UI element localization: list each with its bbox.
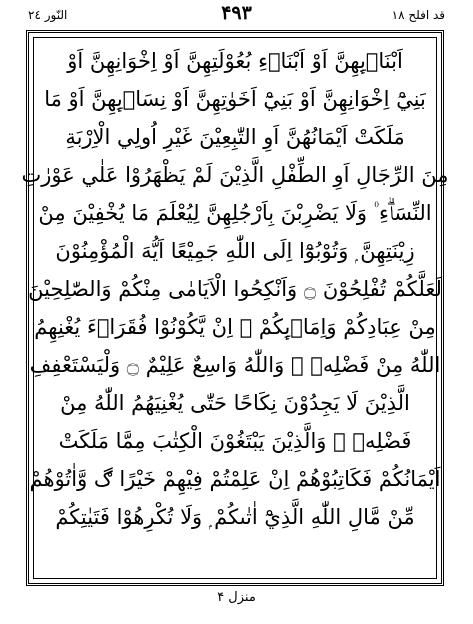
juz-name: قد افلح ١٨: [391, 8, 445, 22]
text-line: مِّنْ مَّالِ اللّٰهِ الَّذِيْٓ اٰتٰىكُمْ ۭ وَلَا تُكْرِهُوْا فَتَيٰتِكُمْ: [55, 504, 415, 529]
text-line: اَبْنَاۗىِٕهِنَّ اَوْ اَبْنَاۗءِ بُعُوْلَتِهِنَّ اَوْ اِخْوَانِهِنَّ اَوْ: [67, 49, 403, 73]
page-header: [22, 0, 451, 28]
text-line: بَنِيْٓ اِخْوَانِهِنَّ اَوْ بَنِيْٓ اَخَوٰتِهِنَّ اَوْ نِسَاۗىِٕهِنَّ اَوْ مَا: [44, 87, 426, 111]
text-line: لَعَلَّكُمْ تُفْلِحُوْنَ ۝ وَاَنْكِحُوا الْاَيَامٰى مِنْكُمْ وَالصّٰلِحِيْنَ: [28, 277, 442, 301]
text-line: اللّٰهُ مِنْ فَضْلِهٖ ۭ وَاللّٰهُ وَاسِعٌ عَلِيْمٌ ۝ وَلْيَسْتَعْفِفِ: [29, 353, 441, 377]
text-line: زِيْنَتِهِنَّ ۭ وَتُوْبُوْٓا اِلَى اللّٰهِ جَمِيْعًا اَيُّهَ الْمُؤْمِنُوْنَ: [55, 238, 415, 263]
text-line: الَّذِيْنَ لَا يَجِدُوْنَ نِكَاحًا حَتّٰى يُغْنِيَهُمُ اللّٰهُ مِنْ: [60, 391, 410, 415]
text-line: النِّسَاۗءِ ۠ وَلَا يَضْرِبْنَ بِاَرْجُلِهِنَّ لِيُعْلَمَ مَا يُخْفِيْنَ مِنْ: [38, 200, 432, 225]
text-line: مِنَ الرِّجَالِ اَوِ الطِّفْلِ الَّذِيْنَ لَمْ يَظْهَرُوْا عَلٰي عَوْرٰتِ: [21, 163, 449, 187]
verse-text-block: [21, 42, 449, 574]
page-number: ۴۹۳: [221, 2, 252, 24]
text-line: اَيْمَانُكُمْ فَكَاتِبُوْهُمْ اِنْ عَلِمْتُمْ فِيْهِمْ خَيْرًا ڰ وَّاٰتُوْهُمْ: [29, 467, 441, 491]
text-line: مَلَكَتْ اَيْمَانُهُنَّ اَوِ التّٰبِعِيْنَ غَيْرِ اُولِي الْاِرْبَةِ: [65, 125, 405, 149]
text-line: مِنْ عِبَادِكُمْ وَاِمَاۗىِٕكُمْ ۭ اِنْ يَّكُوْنُوْا فُقَرَاۗءَ يُغْنِهِمُ: [34, 315, 436, 339]
surah-name: النّور ٢٤: [28, 8, 68, 22]
manzil-marker: منزل ۴: [217, 590, 256, 605]
text-line: فَضْلِهٖ ۭ وَالَّذِيْنَ يَبْتَغُوْنَ الْكِتٰبَ مِمَّا مَلَكَتْ: [58, 429, 412, 453]
